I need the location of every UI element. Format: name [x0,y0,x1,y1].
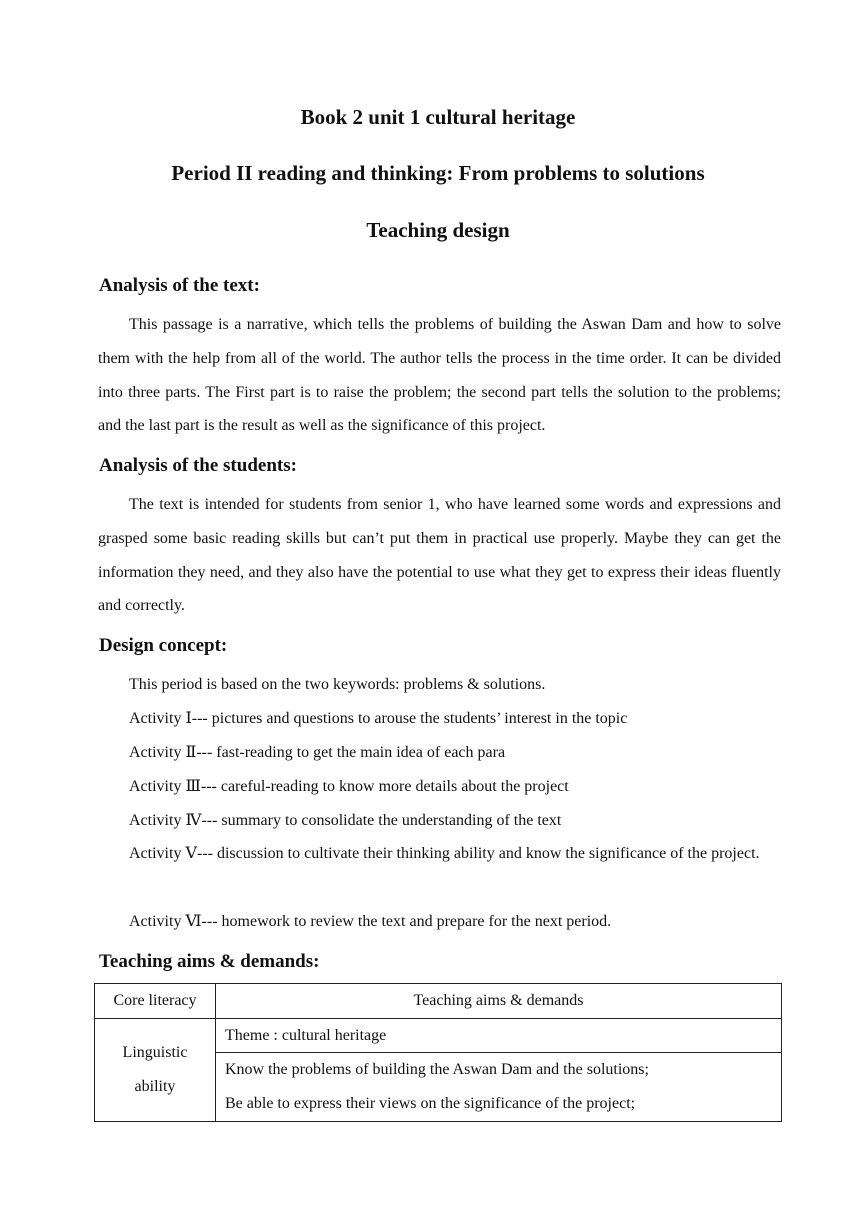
activity-3: Activity Ⅲ--- careful-reading to know more details about the project [129,778,569,795]
linguistic-ability-cell [95,1019,216,1122]
header-teaching-aims: Teaching aims & demands [216,984,782,1019]
table-row [95,1019,782,1053]
students-analysis-paragraph: The text is intended for students from senior 1, who have learned some words and expressions and grasped some basic reading skills but can’t put them in practical use properly. Maybe they can get the information they need, and they also have the potential to use what they get to express their ideas fluently and correctly. [98,496,781,615]
linguistic-label-line1: Linguistic [122,1044,188,1061]
activity-1: Activity Ⅰ--- pictures and questions to arouse the students’ interest in the topic [129,710,628,727]
activity-5: Activity Ⅴ--- discussion to cultivate their thinking ability and know the significance of the project. [129,845,760,862]
aims-heading: Teaching aims & demands: [99,951,320,972]
linguistic-label-line2: ability [134,1078,176,1095]
activity-6: Activity Ⅵ--- homework to review the text and prepare for the next period. [129,913,612,930]
theme-cell: Theme : cultural heritage [216,1019,782,1053]
aims-table [94,983,782,1122]
design-concept-intro: This period is based on the two keywords: problems & solutions. [129,676,546,693]
know-line-1: Know the problems of building the Aswan Dam and the solutions; [225,1061,649,1078]
activity-2: Activity Ⅱ--- fast-reading to get the main idea of each para [129,744,506,761]
know-line-2: Be able to express their views on the significance of the project; [225,1095,636,1112]
design-concept-heading: Design concept: [99,635,228,656]
period-title: Period II reading and thinking: From problems to solutions [171,161,705,185]
activity-4: Activity Ⅳ--- summary to consolidate the understanding of the text [129,812,562,829]
document-title: Book 2 unit 1 cultural heritage [300,105,576,129]
text-analysis-paragraph: This passage is a narrative, which tells the problems of building the Aswan Dam and how to solve them with the help from all of the world. The author tells the process in the time order. It can be divided into three parts. The First part is to raise the problem; the second part tells the solution to the problems; and the last part is the result as well as the significance of this project. [98,316,781,435]
know-cell [216,1053,782,1122]
teaching-design-title: Teaching design [366,218,510,242]
students-analysis-heading: Analysis of the students: [99,455,297,476]
header-core-literacy: Core literacy [95,984,216,1019]
text-analysis-heading: Analysis of the text: [99,275,260,296]
table-header-row [95,984,782,1019]
